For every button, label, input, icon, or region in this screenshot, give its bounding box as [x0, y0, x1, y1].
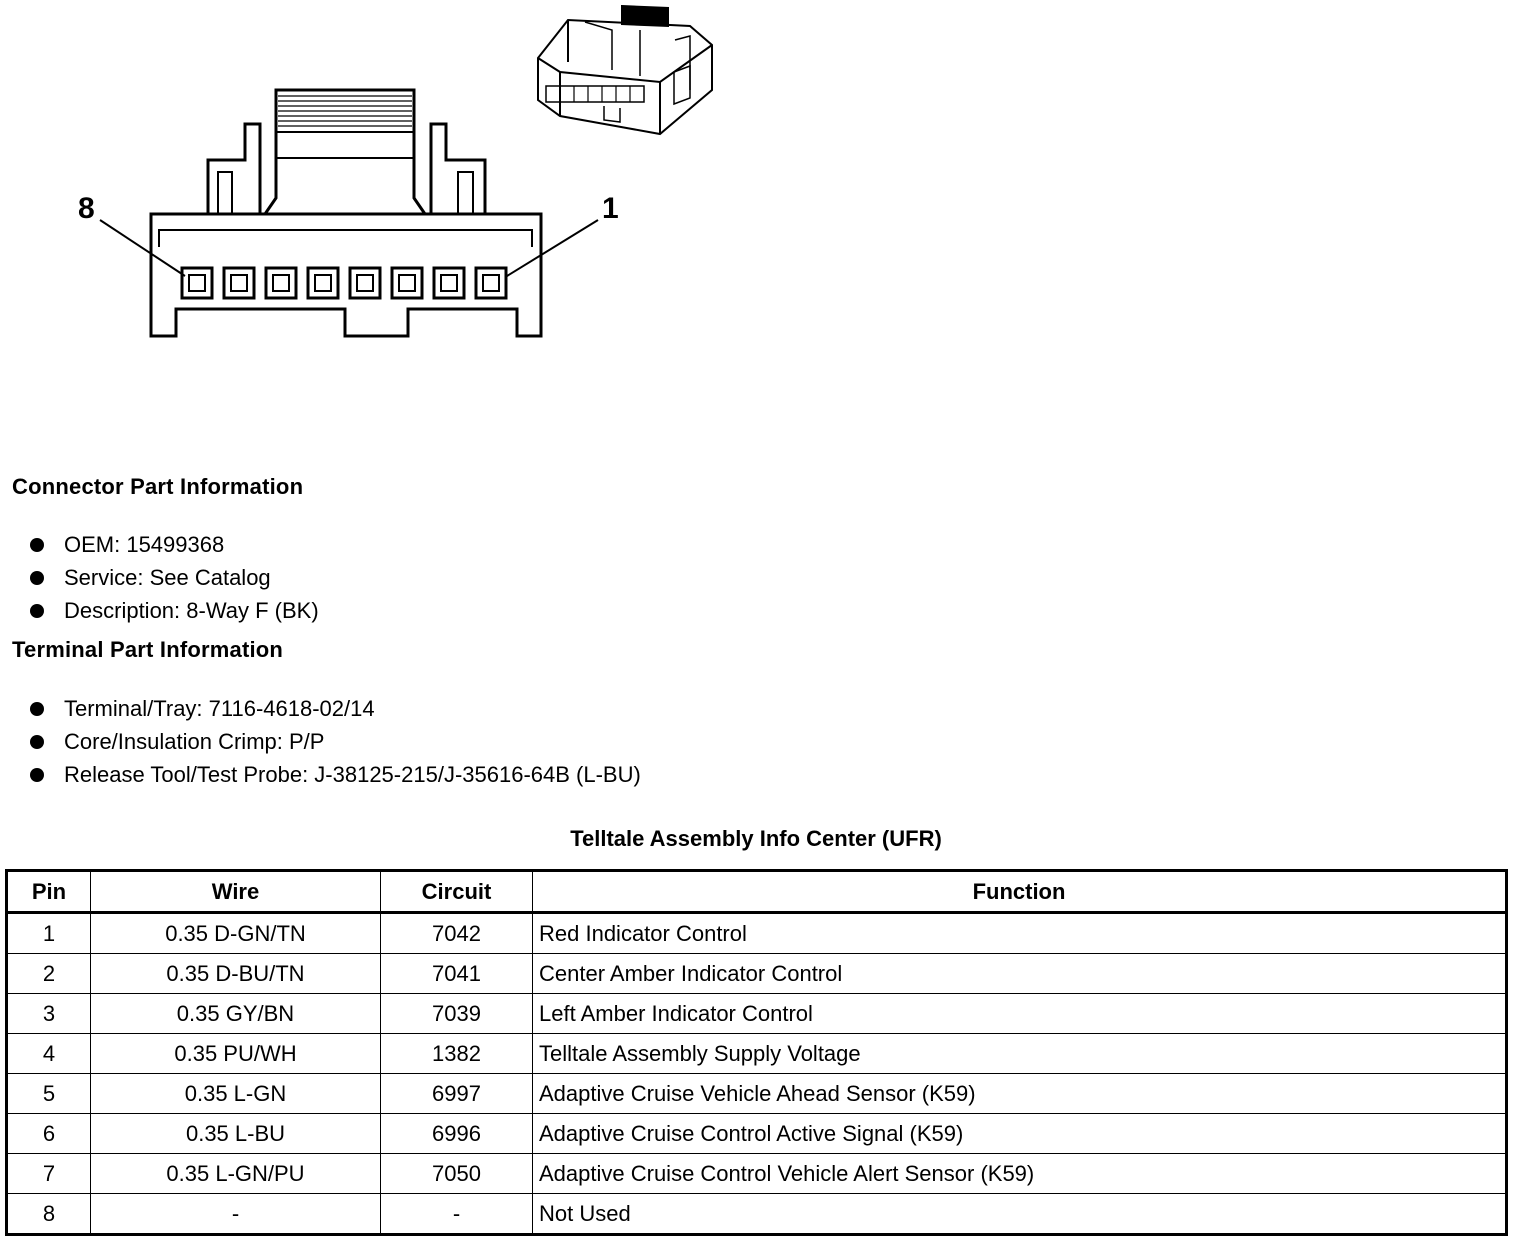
wire-cell: 0.35 GY/BN	[91, 994, 381, 1034]
list-item: Description: 8-Way F (BK)	[28, 594, 319, 627]
table-row	[7, 994, 1507, 1034]
wire-cell: 0.35 L-GN	[91, 1074, 381, 1114]
circuit-cell: 6996	[381, 1114, 533, 1154]
table-row	[7, 913, 1507, 954]
table-row	[7, 1074, 1507, 1114]
bullet-icon	[30, 768, 44, 782]
pin-cell: 7	[7, 1154, 91, 1194]
function-cell: Left Amber Indicator Control	[533, 994, 1507, 1034]
circuit-cell: 7050	[381, 1154, 533, 1194]
function-cell: Red Indicator Control	[533, 913, 1507, 954]
circuit-cell: 7041	[381, 954, 533, 994]
circuit-column-header: Circuit	[381, 871, 533, 913]
table-row	[7, 1034, 1507, 1074]
cavity-8	[182, 268, 212, 298]
pin-1-label: 1	[602, 192, 619, 225]
bullet-icon	[30, 702, 44, 716]
cavity-7	[224, 268, 254, 298]
pin-column-header: Pin	[7, 871, 91, 913]
list-item: Service: See Catalog	[28, 561, 319, 594]
function-cell: Telltale Assembly Supply Voltage	[533, 1034, 1507, 1074]
bullet-icon	[30, 571, 44, 585]
function-cell: Adaptive Cruise Control Active Signal (K59)	[533, 1114, 1507, 1154]
list-item: Release Tool/Test Probe: J-38125-215/J-35616-64B (L-BU)	[28, 758, 641, 791]
pinout-table	[5, 869, 1508, 1236]
wire-cell: 0.35 PU/WH	[91, 1034, 381, 1074]
bullet-icon	[30, 735, 44, 749]
function-cell: Not Used	[533, 1194, 1507, 1235]
wire-column-header: Wire	[91, 871, 381, 913]
pin-cell: 4	[7, 1034, 91, 1074]
function-cell: Adaptive Cruise Vehicle Ahead Sensor (K59)	[533, 1074, 1507, 1114]
cavity-4	[350, 268, 380, 298]
pin-cell: 5	[7, 1074, 91, 1114]
wire-cell: -	[91, 1194, 381, 1235]
table-row	[7, 1114, 1507, 1154]
circuit-cell: 7039	[381, 994, 533, 1034]
cavity-3	[392, 268, 422, 298]
pin-8-label: 8	[78, 192, 95, 225]
cavity-6	[266, 268, 296, 298]
connector-diagram	[60, 0, 760, 360]
cavity-1	[476, 268, 506, 298]
wire-cell: 0.35 L-GN/PU	[91, 1154, 381, 1194]
pin-cell: 6	[7, 1114, 91, 1154]
list-item: Core/Insulation Crimp: P/P	[28, 725, 641, 758]
table-row	[7, 954, 1507, 994]
connector-part-info-heading: Connector Part Information	[12, 474, 304, 499]
wire-cell: 0.35 L-BU	[91, 1114, 381, 1154]
terminal-part-info-list	[28, 692, 641, 791]
circuit-cell: 7042	[381, 913, 533, 954]
wire-cell: 0.35 D-GN/TN	[91, 913, 381, 954]
terminal-part-info-heading: Terminal Part Information	[12, 637, 284, 662]
table-row	[7, 1154, 1507, 1194]
list-item: OEM: 15499368	[28, 528, 319, 561]
pin-cell: 3	[7, 994, 91, 1034]
pin-cell: 1	[7, 913, 91, 954]
connector-isometric-view	[538, 6, 712, 134]
table-header-row	[7, 871, 1507, 913]
wire-cell: 0.35 D-BU/TN	[91, 954, 381, 994]
list-item: Terminal/Tray: 7116-4618-02/14	[28, 692, 641, 725]
circuit-cell: 6997	[381, 1074, 533, 1114]
table-title: Telltale Assembly Info Center (UFR)	[570, 826, 942, 851]
connector-part-info-list	[28, 528, 319, 627]
circuit-cell: -	[381, 1194, 533, 1235]
cavity-5	[308, 268, 338, 298]
function-column-header: Function	[533, 871, 1507, 913]
function-cell: Center Amber Indicator Control	[533, 954, 1507, 994]
circuit-cell: 1382	[381, 1034, 533, 1074]
pin-cell: 2	[7, 954, 91, 994]
cavity-2	[434, 268, 464, 298]
bullet-icon	[30, 538, 44, 552]
function-cell: Adaptive Cruise Control Vehicle Alert Sensor (K59)	[533, 1154, 1507, 1194]
bullet-icon	[30, 604, 44, 618]
pin-cell: 8	[7, 1194, 91, 1235]
table-row	[7, 1194, 1507, 1235]
